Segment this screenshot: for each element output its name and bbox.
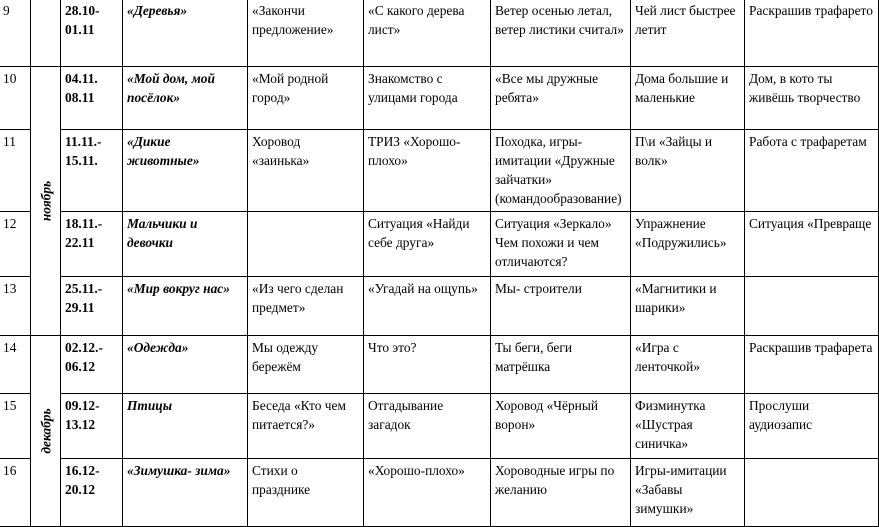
activity-physical: Игры-имитации «Забавы зимушки» (631, 459, 745, 527)
date-range: 25.11.- 29.11 (61, 277, 123, 336)
activity-social: Походка, игры-имитации «Дружные зайчатки» (командообразование) (491, 130, 631, 212)
activity-social: Ты беги, беги матрёшка (491, 336, 631, 394)
table-row (0, 277, 879, 336)
activity-cognition: Отгадывание загадок (364, 394, 491, 459)
activity-art: Раскрашив трафарета (745, 336, 879, 394)
date-range: 02.12.- 06.12 (61, 336, 123, 394)
activity-cognition: Что это? (364, 336, 491, 394)
table-row (0, 394, 879, 459)
row-number: 14 (0, 336, 31, 394)
activity-art (745, 277, 879, 336)
week-theme: «Дикие животные» (123, 130, 248, 212)
activity-speech: Хоровод «заинька» (248, 130, 364, 212)
activity-physical: Чей лист быстрее летит (631, 0, 745, 67)
activity-speech: «Закончи предложение» (248, 0, 364, 67)
row-number: 10 (0, 67, 31, 130)
row-number: 15 (0, 394, 31, 459)
activity-social: Хороводные игры по желанию (491, 459, 631, 527)
activity-speech: Стихи о празднике (248, 459, 364, 527)
activity-art (745, 459, 879, 527)
activity-cognition: «Хорошо-плохо» (364, 459, 491, 527)
activity-physical: Физминутка «Шустрая синичка» (631, 394, 745, 459)
activity-art: Раскрашив трафарето (745, 0, 879, 67)
date-range: 11.11.- 15.11. (61, 130, 123, 212)
table-row (0, 130, 879, 212)
activity-physical: «Магнитики и шарики» (631, 277, 745, 336)
week-theme: «Мир вокруг нас» (123, 277, 248, 336)
activity-social: Мы- строители (491, 277, 631, 336)
activity-physical: «Игра с ленточкой» (631, 336, 745, 394)
table-row (0, 459, 879, 527)
activity-social: «Все мы дружные ребята» (491, 67, 631, 130)
activity-art: Ситуация «Превраще (745, 212, 879, 277)
week-theme: «Мой дом, мой посёлок» (123, 67, 248, 130)
week-theme: «Одежда» (123, 336, 248, 394)
activity-art: Работа с трафаретам (745, 130, 879, 212)
activity-art: Прослуши аудиозапис (745, 394, 879, 459)
row-number: 9 (0, 0, 31, 67)
month-cell-empty (31, 0, 61, 67)
table-row (0, 212, 879, 277)
activity-physical: П\и «Зайцы и волк» (631, 130, 745, 212)
activity-cognition: Знакомство с улицами города (364, 67, 491, 130)
date-range: 18.11.- 22.11 (61, 212, 123, 277)
activity-physical: Упражнение «Подружились» (631, 212, 745, 277)
table-row (0, 67, 879, 130)
row-number: 11 (0, 130, 31, 212)
activity-social: Ситуация «Зеркало» Чем похожи и чем отличаются? (491, 212, 631, 277)
table-row (0, 336, 879, 394)
date-range: 16.12- 20.12 (61, 459, 123, 527)
week-theme: Птицы (123, 394, 248, 459)
table-row (0, 0, 879, 67)
date-range: 09.12- 13.12 (61, 394, 123, 459)
week-theme: «Зимушка- зима» (123, 459, 248, 527)
row-number: 12 (0, 212, 31, 277)
activity-art: Дом, в кото ты живёшь творчество (745, 67, 879, 130)
date-range: 28.10- 01.11 (61, 0, 123, 67)
month-label: декабрь (38, 408, 53, 454)
activity-speech: Беседа «Кто чем питается?» (248, 394, 364, 459)
activity-speech: «Из чего сделан предмет» (248, 277, 364, 336)
activity-cognition: «С какого дерева лист» (364, 0, 491, 67)
row-number: 16 (0, 459, 31, 527)
month-cell (31, 67, 61, 336)
month-cell (31, 336, 61, 527)
activity-physical: Дома большие и маленькие (631, 67, 745, 130)
activity-social: Хоровод «Чёрный ворон» (491, 394, 631, 459)
activity-cognition: «Угадай на ощупь» (364, 277, 491, 336)
row-number: 13 (0, 277, 31, 336)
date-range: 04.11. 08.11 (61, 67, 123, 130)
week-theme: «Деревья» (123, 0, 248, 67)
activity-speech: Мы одежду бережём (248, 336, 364, 394)
activity-speech (248, 212, 364, 277)
activity-cognition: ТРИЗ «Хорошо-плохо» (364, 130, 491, 212)
activity-speech: «Мой родной город» (248, 67, 364, 130)
activity-cognition: Ситуация «Найди себе друга» (364, 212, 491, 277)
month-label: ноябрь (38, 180, 53, 222)
week-theme: Мальчики и девочки (123, 212, 248, 277)
activity-social: Ветер осенью летал, ветер листики считал» (491, 0, 631, 67)
